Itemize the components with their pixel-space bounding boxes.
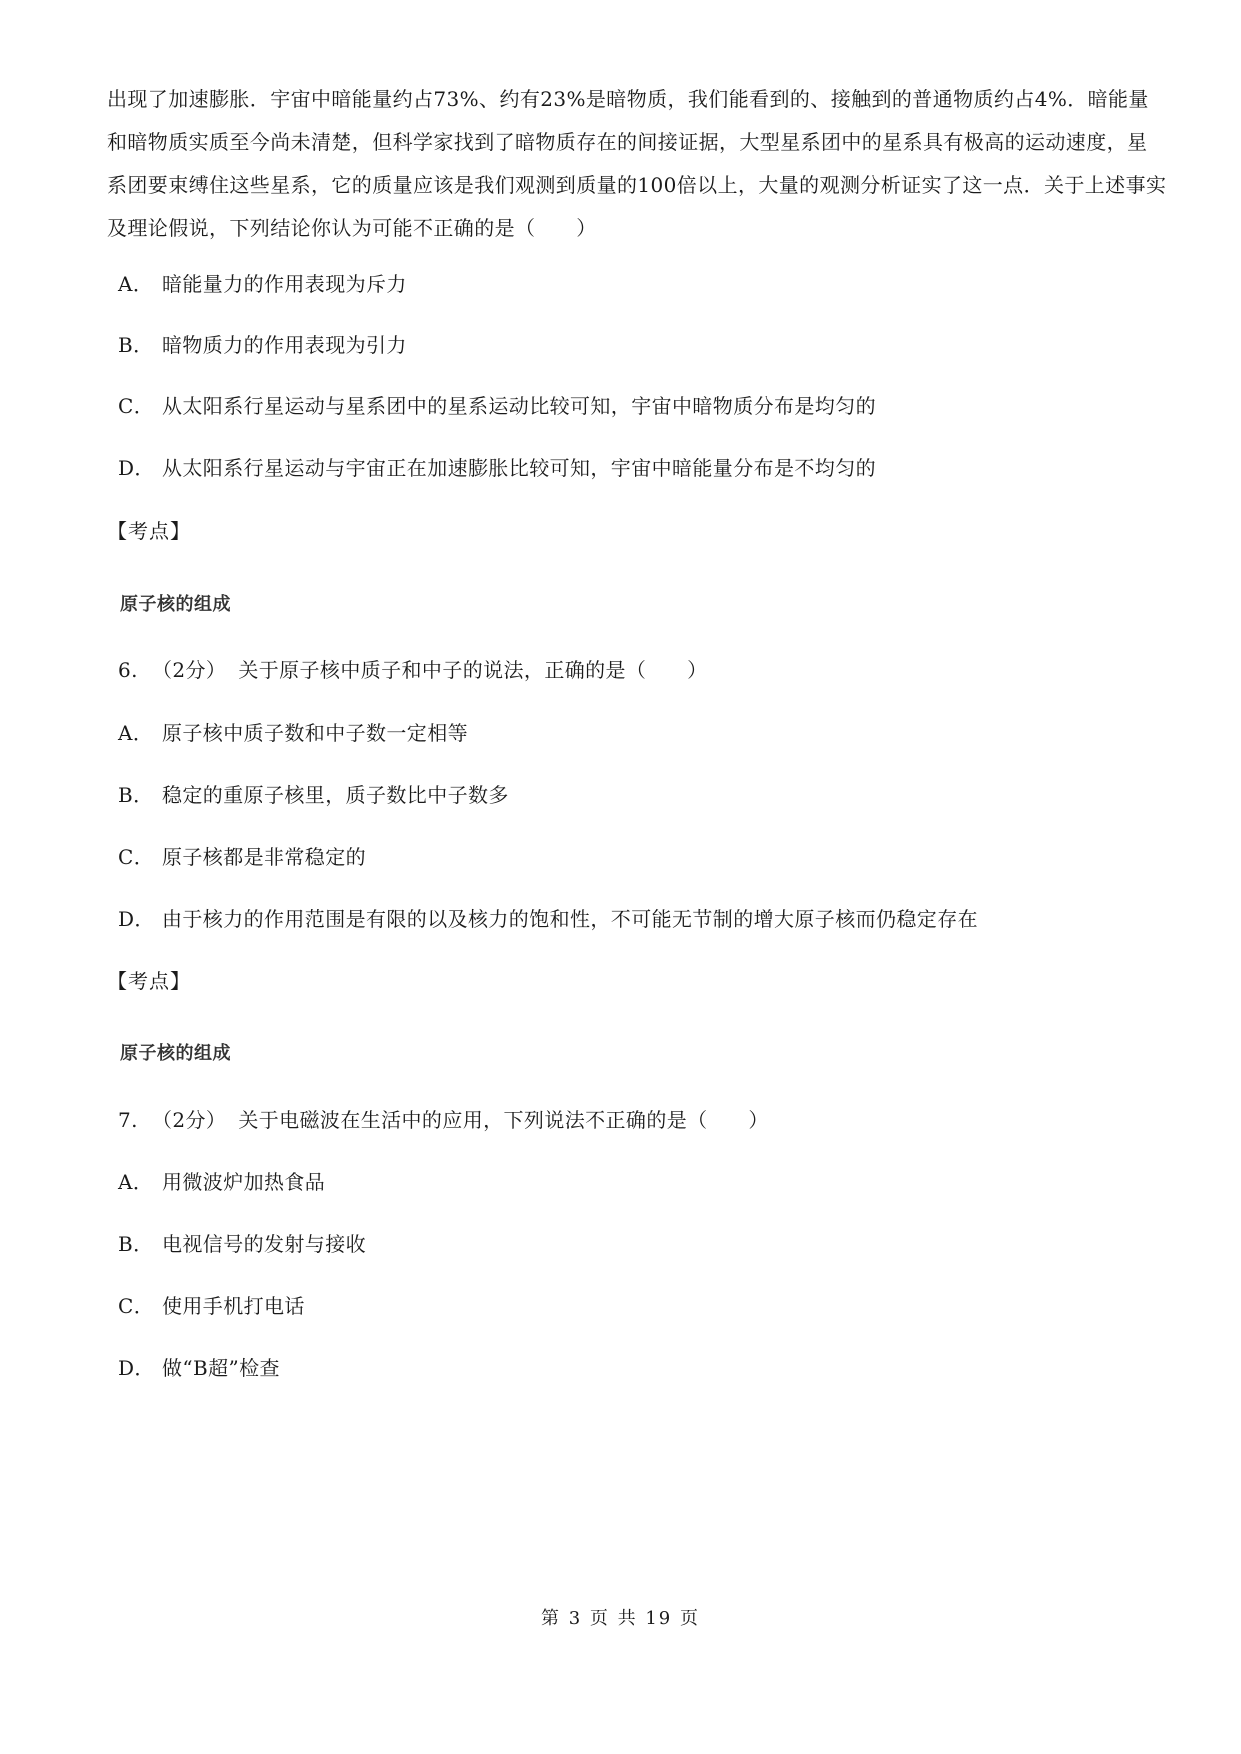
q5-kaodian-label: 【考点】 — [107, 519, 191, 543]
option-letter: C． — [118, 845, 155, 869]
question-text: 关于原子核中质子和中子的说法，正确的是（ ） — [238, 658, 708, 682]
option-letter: A． — [118, 1170, 154, 1194]
q5-option-d — [118, 454, 876, 482]
option-text: 由于核力的作用范围是有限的以及核力的饱和性，不可能无节制的增大原子核而仍稳定存在 — [162, 907, 978, 931]
option-letter: B． — [118, 783, 154, 807]
question-score: （2分） — [152, 658, 227, 682]
q6-kaodian-label: 【考点】 — [107, 969, 191, 993]
option-letter: A． — [118, 721, 154, 745]
option-text: 用微波炉加热食品 — [162, 1170, 326, 1194]
question-number: 7. — [118, 1108, 138, 1132]
option-text: 从太阳系行星运动与星系团中的星系运动比较可知，宇宙中暗物质分布是均匀的 — [162, 394, 876, 418]
question-number: 6. — [118, 658, 138, 682]
q7-option-c — [118, 1292, 305, 1320]
option-text: 做“B超”检查 — [162, 1356, 280, 1380]
q5-stem-paragraph: 出现了加速膨胀．宇宙中暗能量约占73%、约有23%是暗物质，我们能看到的、接触到的普通物质约占4%．暗能量和暗物质实质至今尚未清楚，但科学家找到了暗物质存在的间接证据，大型星系团中的星系具有极高的运动速度，星系团要束缚住这些星系，它的质量应该是我们观测到质量的100倍以上，大量的观测分析证实了这一点．关于上述事实及理论假说，下列结论你认为可能不正确的是（ ） — [107, 87, 1167, 240]
option-text: 使用手机打电话 — [162, 1294, 305, 1318]
option-letter: B． — [118, 1232, 154, 1256]
option-letter: D． — [118, 456, 155, 480]
option-text: 暗物质力的作用表现为引力 — [162, 333, 407, 357]
q6-option-d — [118, 905, 978, 933]
option-text: 原子核都是非常稳定的 — [162, 845, 366, 869]
question-score: （2分） — [152, 1108, 227, 1132]
option-text: 原子核中质子数和中子数一定相等 — [162, 721, 468, 745]
q7-option-b — [118, 1230, 366, 1258]
q7-option-d — [118, 1354, 280, 1382]
q5-kaodian-topic: 原子核的组成 — [120, 594, 231, 615]
q7-option-a — [118, 1168, 325, 1196]
q5-option-b — [118, 331, 407, 359]
q7-stem — [118, 1106, 769, 1134]
option-letter: C． — [118, 1294, 155, 1318]
option-letter: A． — [118, 272, 154, 296]
option-text: 稳定的重原子核里，质子数比中子数多 — [162, 783, 509, 807]
page-footer: 第 3 页 共 19 页 — [541, 1608, 700, 1629]
question-text: 关于电磁波在生活中的应用，下列说法不正确的是（ ） — [238, 1108, 769, 1132]
option-text: 暗能量力的作用表现为斥力 — [162, 272, 407, 296]
option-letter: D． — [118, 1356, 155, 1380]
option-letter: C． — [118, 394, 155, 418]
option-text: 电视信号的发射与接收 — [162, 1232, 366, 1256]
q6-option-c — [118, 843, 366, 871]
q5-option-a — [118, 270, 407, 298]
option-text: 从太阳系行星运动与宇宙正在加速膨胀比较可知，宇宙中暗能量分布是不均匀的 — [162, 456, 876, 480]
q6-stem — [118, 656, 708, 684]
option-letter: B． — [118, 333, 154, 357]
q5-option-c — [118, 392, 876, 420]
q6-option-a — [118, 719, 468, 747]
q6-option-b — [118, 781, 509, 809]
option-letter: D． — [118, 907, 155, 931]
q6-kaodian-topic: 原子核的组成 — [120, 1043, 231, 1064]
